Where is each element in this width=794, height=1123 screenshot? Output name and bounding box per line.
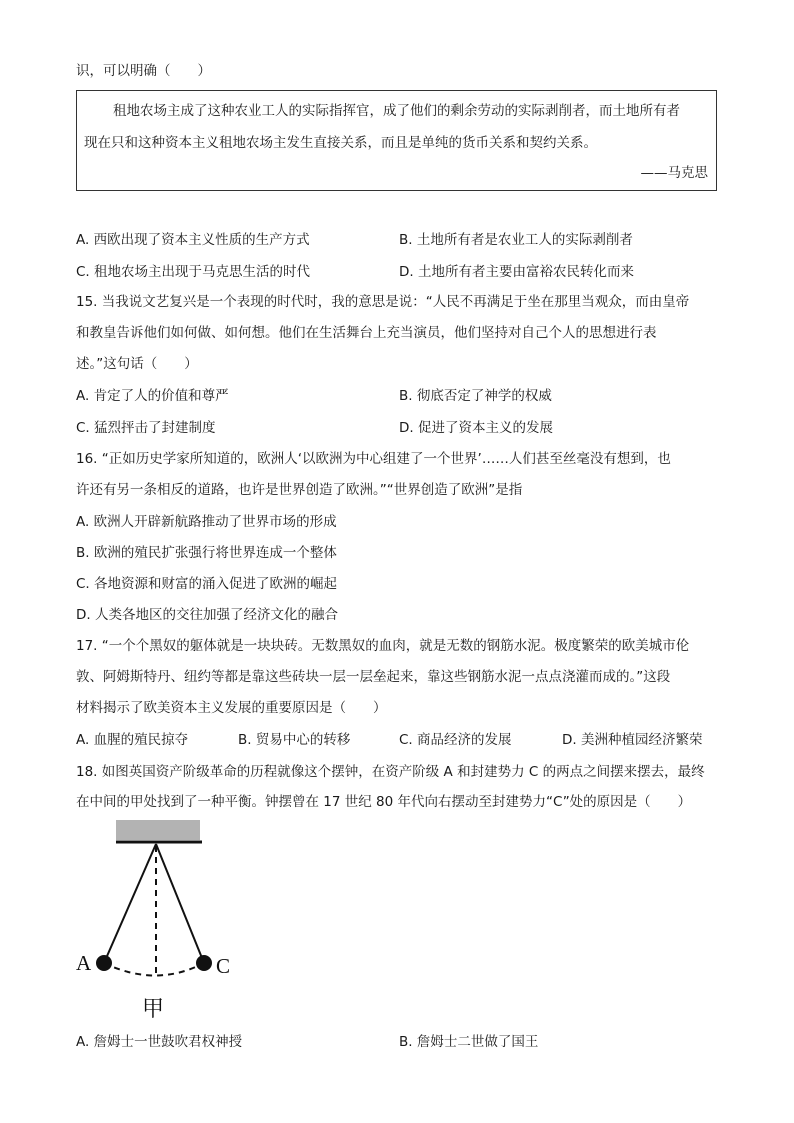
- q18-option-b[interactable]: B. 詹姆士二世做了国王: [399, 1034, 539, 1050]
- q16-stem-line: 许还有另一条相反的道路，也许是世界创造了欧洲。”“世界创造了欧洲”是指: [76, 482, 523, 498]
- q14-option-d[interactable]: D. 土地所有者主要由富裕农民转化而来: [399, 264, 634, 280]
- q14-option-c[interactable]: C. 租地农场主出现于马克思生活的时代: [76, 264, 311, 280]
- q15-option-b[interactable]: B. 彻底否定了神学的权威: [399, 388, 552, 404]
- q18-stem-line: 18. 如图英国资产阶级革命的历程就像这个摆钟，在资产阶级 A 和封建势力 C 的两点之间摆来摆去，最终: [76, 764, 705, 780]
- q17-option-a[interactable]: A. 血腥的殖民掠夺: [76, 732, 189, 748]
- quote-source: ——马克思: [640, 165, 708, 181]
- pendulum-arc: [104, 963, 204, 976]
- pendulum-string-right: [156, 844, 204, 963]
- quote-line: 租地农场主成了这种农业工人的实际指挥官，成了他们的剩余劳动的实际剥削者，而土地所有者: [113, 103, 680, 119]
- pendulum-diagram: [70, 818, 250, 1023]
- q18-option-a[interactable]: A. 詹姆士一世鼓吹君权神授: [76, 1034, 243, 1050]
- q18-stem-line: 在中间的甲处找到了一种平衡。钟摆曾在 17 世纪 80 年代向右摆动至封建势力“C”处的原因是（ ）: [76, 794, 692, 810]
- q15-option-c[interactable]: C. 猛烈抨击了封建制度: [76, 420, 216, 436]
- q14-option-a[interactable]: A. 西欧出现了资本主义性质的生产方式: [76, 232, 310, 248]
- q17-stem-line: 17. “一个个黑奴的躯体就是一块块砖。无数黑奴的血肉，就是无数的钢筋水泥。极度繁荣的欧美城市伦: [76, 638, 690, 654]
- label-a: A: [76, 951, 92, 975]
- q15-option-d[interactable]: D. 促进了资本主义的发展: [399, 420, 553, 436]
- quote-line: 现在只和这种资本主义租地农场主发生直接关系，而且是单纯的货币关系和契约关系。: [84, 135, 597, 151]
- q16-option-b[interactable]: B. 欧洲的殖民扩张强行将世界连成一个整体: [76, 545, 337, 561]
- label-jia: 甲: [142, 997, 165, 1022]
- q17-option-d[interactable]: D. 美洲种植园经济繁荣: [562, 732, 703, 748]
- q17-option-c[interactable]: C. 商品经济的发展: [399, 732, 512, 748]
- question-intro-tail: 识，可以明确（ ）: [76, 63, 211, 79]
- q15-stem-line: 述。”这句话（ ）: [76, 356, 198, 372]
- q16-option-a[interactable]: A. 欧洲人开辟新航路推动了世界市场的形成: [76, 514, 337, 530]
- q17-stem-line: 材料揭示了欧美资本主义发展的重要原因是（ ）: [76, 700, 387, 716]
- q16-stem-line: 16. “正如历史学家所知道的，欧洲人‘以欧洲为中心组建了一个世界’……人们甚至丝毫没有想到，也: [76, 451, 671, 467]
- q16-option-d[interactable]: D. 人类各地区的交往加强了经济文化的融合: [76, 607, 338, 623]
- q15-stem-line: 和教皇告诉他们如何做、如何想。他们在生活舞台上充当演员，他们坚持对自己个人的思想进行表: [76, 325, 657, 341]
- q17-option-b[interactable]: B. 贸易中心的转移: [238, 732, 351, 748]
- q15-option-a[interactable]: A. 肯定了人的价值和尊严: [76, 388, 229, 404]
- label-c: C: [216, 954, 231, 978]
- pendulum-bob-c: [196, 955, 212, 971]
- pendulum-string-left: [104, 844, 156, 963]
- pendulum-bob-a: [96, 955, 112, 971]
- quote-box: [76, 90, 717, 191]
- q16-option-c[interactable]: C. 各地资源和财富的涌入促进了欧洲的崛起: [76, 576, 338, 592]
- pendulum-mount: [116, 820, 200, 840]
- q14-option-b[interactable]: B. 土地所有者是农业工人的实际剥削者: [399, 232, 633, 248]
- q17-stem-line: 敦、阿姆斯特丹、纽约等都是靠这些砖块一层一层垒起来，靠这些钢筋水泥一点点浇灌而成的。”这段: [76, 669, 671, 685]
- q15-stem-line: 15. 当我说文艺复兴是一个表现的时代时，我的意思是说：“人民不再满足于坐在那里当观众，而由皇帝: [76, 294, 690, 310]
